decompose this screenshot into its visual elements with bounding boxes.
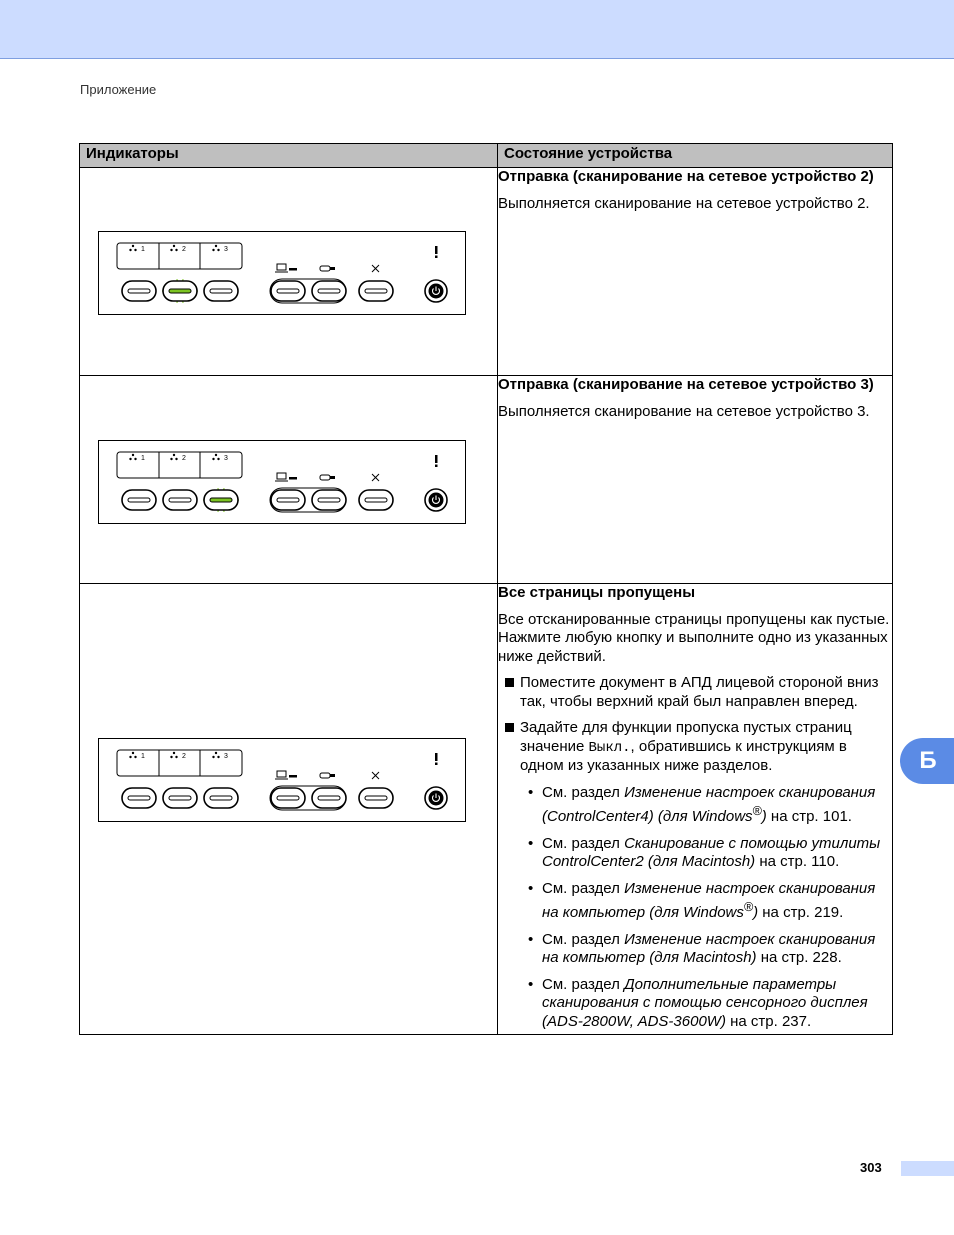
ref-prefix: См. раздел [542, 783, 625, 801]
reference-item [498, 931, 892, 968]
table-header-row [80, 144, 893, 168]
appendix-tab[interactable]: Б [900, 738, 954, 784]
state-title: Отправка (сканирование на сетевое устройство 3) [498, 376, 874, 393]
button-led [365, 796, 387, 800]
button-led [318, 498, 340, 502]
step-text: Задайте для функции пропуска пустых страниц значение [520, 719, 852, 755]
button-led [210, 498, 232, 502]
step-item: Поместите документ в АПД лицевой стороной вниз так, чтобы верхний край был направлен вперед. [498, 674, 892, 711]
registered-mark: ® [752, 804, 762, 818]
stop-icon [372, 265, 379, 272]
stop-icon [372, 772, 379, 779]
state-title: Отправка (сканирование на сетевое устройство 2) [498, 168, 874, 185]
ref-prefix: См. раздел [542, 834, 625, 852]
ref-title: Изменение настроек сканирования на компьютер (для Macintosh) [542, 930, 876, 966]
button-led [318, 289, 340, 293]
usb-scan-icon [320, 475, 335, 480]
state-description: Выполняется сканирование на сетевое устройство 2. [498, 194, 870, 212]
pc-scan-icon [275, 771, 297, 779]
state-description: Все отсканированные страницы пропущены как пустые. Нажмите любую кнопку и выполните одно из указанных ниже действий. [498, 610, 890, 665]
panel-drawing [99, 232, 465, 314]
panel-label: 3 [224, 455, 228, 462]
panel-drawing [99, 739, 465, 821]
warning-icon [435, 455, 438, 467]
ref-title: Дополнительные параметры сканирования с помощью сенсорного дисплея (ADS-2800W, ADS-3600W) [542, 975, 868, 1030]
step-text: , обратившись к инструкциям в одном из указанных ниже разделов. [520, 737, 847, 774]
ref-prefix: См. раздел [542, 975, 625, 993]
button-led [169, 289, 191, 293]
indicator-cell [80, 584, 498, 1035]
reference-item [498, 835, 892, 872]
step-item [498, 719, 892, 776]
col-header-indicators: Индикаторы [80, 144, 498, 168]
panel-label: 2 [182, 246, 186, 253]
panel-label: 2 [182, 455, 186, 462]
ref-page: на стр. 219. [758, 904, 844, 921]
network-icon [212, 245, 219, 251]
indicator-cell [80, 168, 498, 376]
network-icon [129, 454, 136, 460]
panel-drawing [99, 441, 465, 523]
ref-close: ) [761, 808, 767, 825]
button-led [318, 796, 340, 800]
button-led [128, 289, 150, 293]
registered-mark: ® [743, 900, 754, 914]
table-row [80, 168, 893, 376]
state-cell [498, 168, 893, 376]
network-icon [170, 752, 177, 758]
stop-icon [372, 474, 379, 481]
state-title: Все страницы пропущены [498, 584, 696, 601]
page-number-band [901, 1161, 954, 1176]
ref-page: на стр. 237. [725, 1012, 812, 1030]
ref-page: на стр. 110. [755, 853, 840, 870]
reference-item [498, 976, 892, 1032]
network-icon [212, 752, 219, 758]
button-led [210, 289, 232, 293]
state-cell [498, 584, 893, 1035]
indicator-table [79, 143, 893, 1035]
state-cell [498, 376, 893, 584]
ref-page: на стр. 228. [756, 949, 842, 966]
ref-title: Изменение настроек сканирования (ControlCenter4) (для Windows [542, 783, 876, 825]
button-led [128, 796, 150, 800]
button-led [277, 796, 299, 800]
power-button-icon [425, 489, 447, 511]
indicator-cell [80, 376, 498, 584]
warning-icon [435, 753, 438, 765]
reference-item [498, 784, 892, 827]
panel-label: 3 [224, 246, 228, 253]
panel-label: 1 [141, 753, 145, 760]
panel-label: 3 [224, 753, 228, 760]
button-led [210, 796, 232, 800]
ref-page: на стр. 101. [766, 808, 852, 825]
ref-title: Изменение настроек сканирования на компьютер (для Windows [542, 879, 876, 921]
usb-scan-icon [320, 773, 335, 778]
ref-close: ) [753, 904, 759, 921]
header-band [0, 0, 954, 59]
ref-title: Сканирование с помощью утилиты ControlCenter2 (для Macintosh) [542, 834, 881, 870]
usb-scan-icon [320, 266, 335, 271]
pc-scan-icon [275, 264, 297, 272]
table-row [80, 584, 893, 1035]
control-panel [98, 440, 466, 524]
reference-item [498, 880, 892, 923]
power-button-icon [425, 787, 447, 809]
panel-label: 2 [182, 753, 186, 760]
warning-icon [435, 246, 438, 258]
section-title: Приложение [80, 82, 157, 97]
network-icon [129, 752, 136, 758]
button-led [169, 796, 191, 800]
col-header-state: Состояние устройства [498, 144, 893, 168]
button-led [365, 289, 387, 293]
control-panel [98, 231, 466, 315]
button-led [128, 498, 150, 502]
table-row [80, 376, 893, 584]
network-icon [212, 454, 219, 460]
control-panel [98, 738, 466, 822]
network-icon [129, 245, 136, 251]
panel-label: 1 [141, 455, 145, 462]
panel-label: 1 [141, 246, 145, 253]
network-icon [170, 454, 177, 460]
network-icon [170, 245, 177, 251]
pc-scan-icon [275, 473, 297, 481]
button-led [169, 498, 191, 502]
state-description: Выполняется сканирование на сетевое устройство 3. [498, 402, 870, 420]
page-number: 303 [860, 1160, 882, 1175]
button-led [365, 498, 387, 502]
button-led [277, 289, 299, 293]
power-button-icon [425, 280, 447, 302]
setting-value: Выкл. [588, 739, 631, 756]
ref-prefix: См. раздел [542, 930, 625, 948]
button-led [277, 498, 299, 502]
ref-prefix: См. раздел [542, 879, 625, 897]
